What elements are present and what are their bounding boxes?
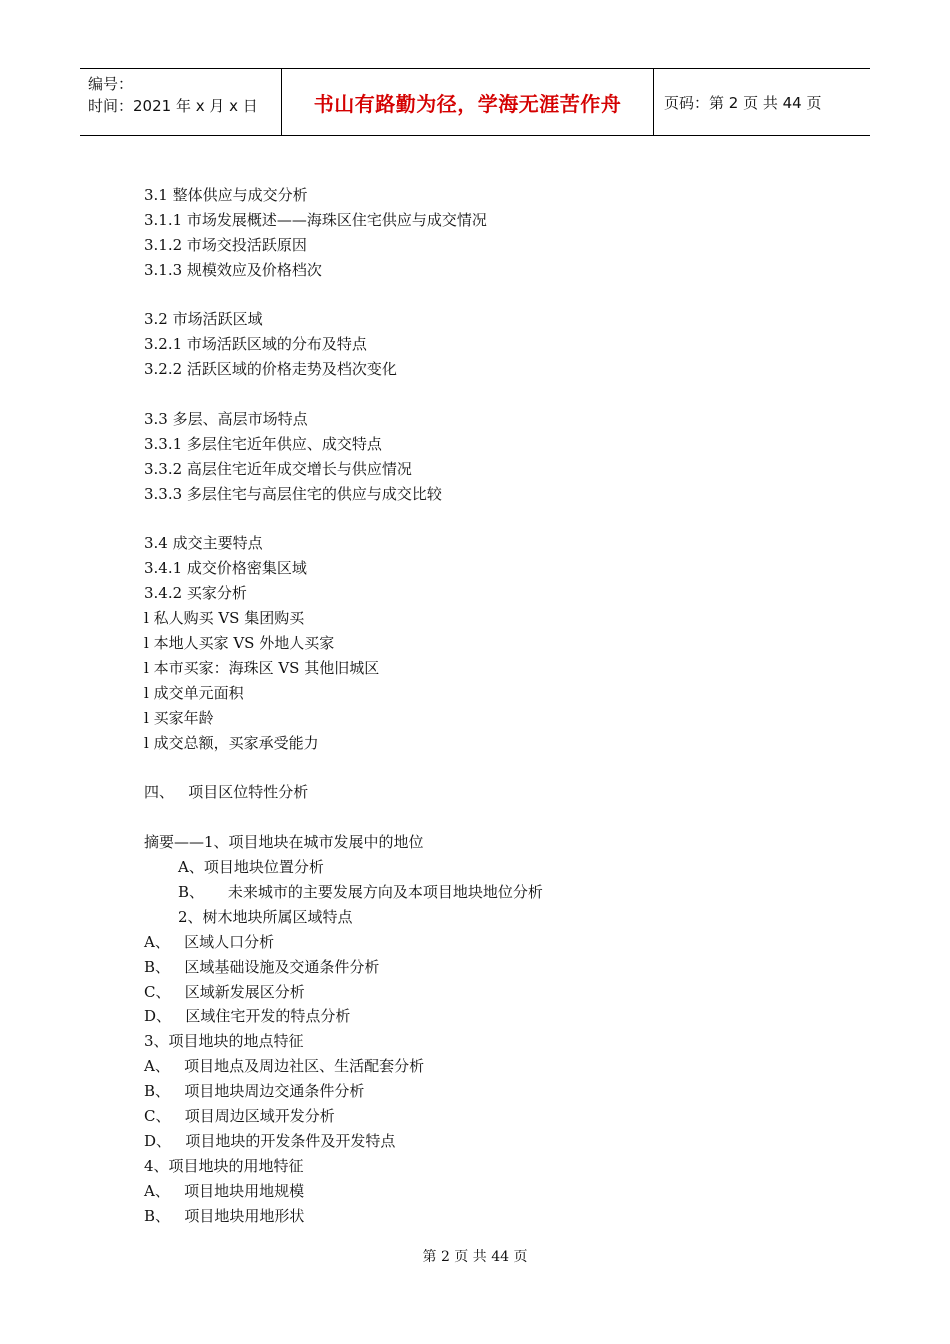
outline-line: A、 区域人口分析 — [144, 932, 275, 951]
outline-line: 摘要——1、项目地块在城市发展中的地位 — [144, 833, 424, 852]
document-date-label: 时间：2021 年 x 月 x 日 — [88, 97, 258, 115]
outline-line: 3.1.2 市场交投活跃原因 — [144, 235, 307, 254]
outline-line: C、 项目周边区域开发分析 — [144, 1106, 335, 1125]
outline-line: 4、项目地块的用地特征 — [144, 1156, 304, 1175]
blank-line — [144, 755, 864, 780]
page-header — [80, 68, 870, 136]
header-page-number: 页码：第 2 页 共 44 页 — [664, 93, 822, 112]
bullet-line: l 成交单元面积 — [144, 683, 244, 702]
header-motto: 书山有路勤为径，学海无涯苦作舟 — [282, 69, 654, 135]
blank-line — [144, 805, 864, 830]
footer-page-number: 第 2 页 共 44 页 — [422, 1249, 528, 1265]
outline-line: 3.1.3 规模效应及价格档次 — [144, 260, 322, 279]
outline-line: D、 区域住宅开发的特点分析 — [144, 1007, 351, 1026]
outline-line: 3.4 成交主要特点 — [144, 534, 263, 553]
document-body — [144, 183, 864, 1228]
outline-line: D、 项目地块的开发条件及开发特点 — [144, 1131, 396, 1150]
outline-line: 3.4.2 买家分析 — [144, 584, 247, 603]
outline-line: 3.1.1 市场发展概述——海珠区住宅供应与成交情况 — [144, 210, 487, 229]
outline-line: 3.2.1 市场活跃区域的分布及特点 — [144, 335, 367, 354]
bullet-line: l 本地人买家 VS 外地人买家 — [144, 634, 335, 653]
outline-line: A、 项目地块用地规模 — [144, 1181, 305, 1200]
outline-line: 3、项目地块的地点特征 — [144, 1032, 304, 1051]
outline-line: 3.3.3 多层住宅与高层住宅的供应与成交比较 — [144, 484, 442, 503]
outline-line: B、 未来城市的主要发展方向及本项目地块地位分析 — [178, 882, 543, 901]
outline-line: B、 区域基础设施及交通条件分析 — [144, 957, 380, 976]
header-meta — [80, 69, 282, 135]
bullet-line: l 本市买家：海珠区 VS 其他旧城区 — [144, 658, 380, 677]
document-number-label: 编号： — [88, 75, 134, 93]
bullet-line: l 私人购买 VS 集团购买 — [144, 609, 305, 628]
outline-line: 3.3 多层、高层市场特点 — [144, 410, 308, 429]
outline-line: B、 项目地块周边交通条件分析 — [144, 1082, 365, 1101]
outline-line: C、 区域新发展区分析 — [144, 982, 305, 1001]
outline-line: 3.2 市场活跃区域 — [144, 310, 263, 329]
outline-line: 3.3.1 多层住宅近年供应、成交特点 — [144, 434, 382, 453]
outline-line: A、项目地块位置分析 — [178, 858, 324, 877]
blank-line — [144, 382, 864, 407]
bullet-line: l 成交总额，买家承受能力 — [144, 733, 319, 752]
outline-line: 3.4.1 成交价格密集区域 — [144, 559, 307, 578]
outline-line: 3.3.2 高层住宅近年成交增长与供应情况 — [144, 459, 412, 478]
section-heading: 四、 项目区位特性分析 — [144, 783, 309, 802]
outline-line: 3.1 整体供应与成交分析 — [144, 186, 308, 204]
outline-line: A、 项目地点及周边社区、生活配套分析 — [144, 1057, 425, 1076]
blank-line — [144, 283, 864, 308]
page-footer — [0, 1246, 950, 1266]
bullet-line: l 买家年龄 — [144, 708, 214, 727]
outline-line: 2、树木地块所属区域特点 — [178, 907, 353, 926]
outline-line: 3.2.2 活跃区域的价格走势及档次变化 — [144, 360, 397, 379]
outline-line: B、 项目地块用地形状 — [144, 1206, 305, 1225]
blank-line — [144, 507, 864, 532]
